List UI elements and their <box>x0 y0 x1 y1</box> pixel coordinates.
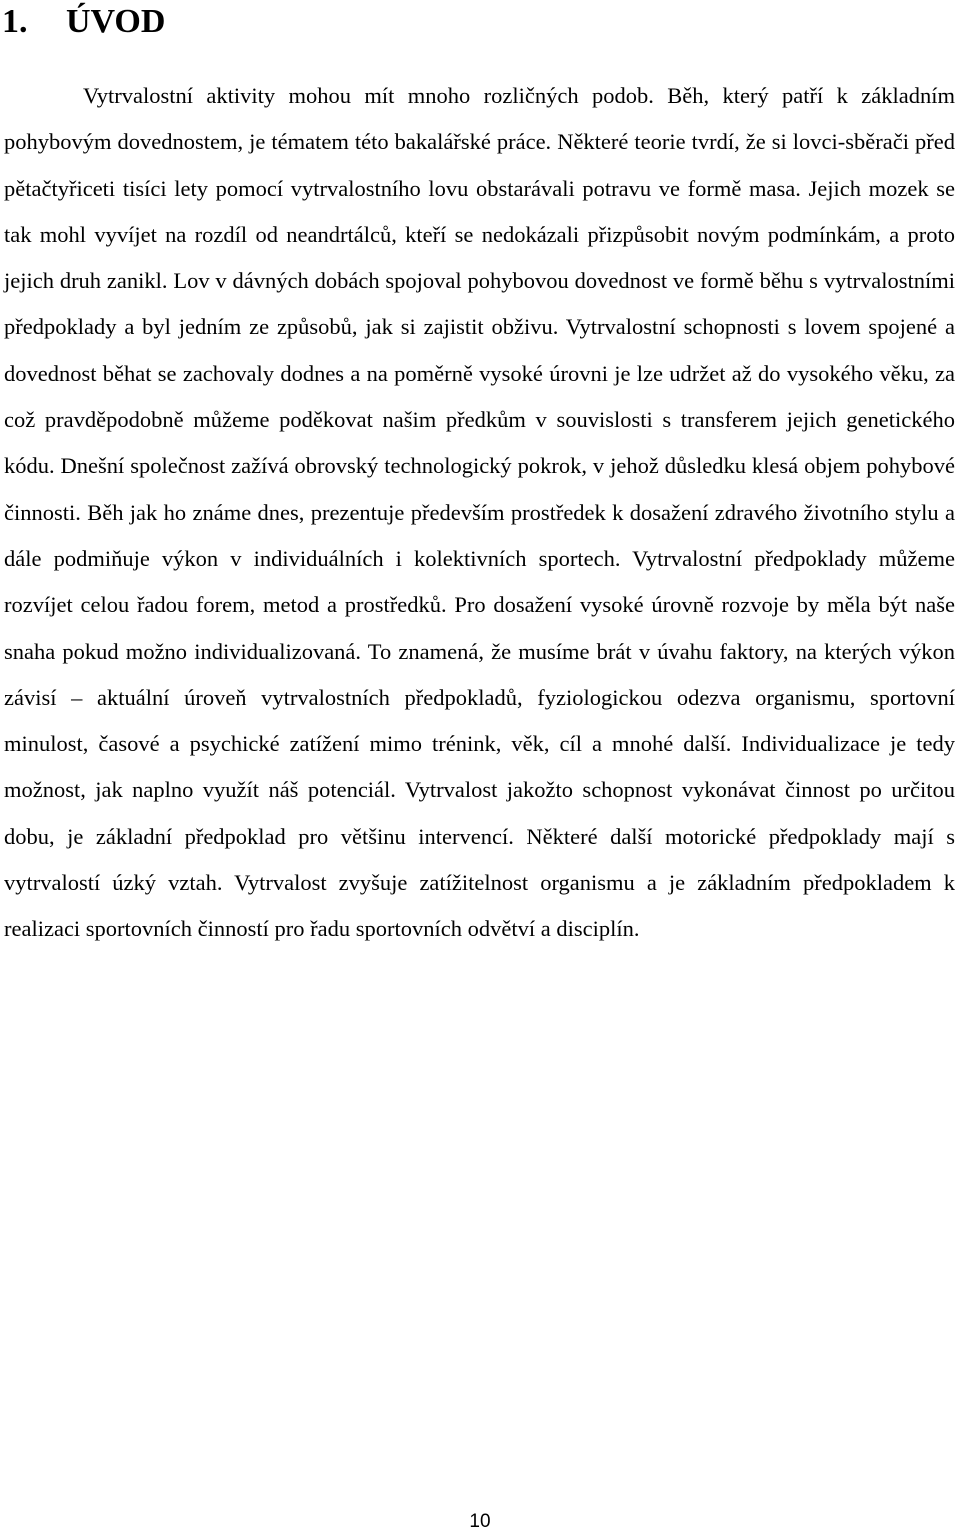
chapter-heading <box>2 0 165 44</box>
chapter-number: 1. <box>2 3 28 40</box>
body-paragraph: Vytrvalostní aktivity mohou mít mnoho rozličných podob. Běh, který patří k základním pohybovým dovednostem, je tématem této bakalářské práce. Některé teorie tvrdí, že si lovci-sběrači před pětačtyřiceti tisíci lety pomocí vytrvalostního lovu obstarávali potravu ve formě masa. Jejich mozek se tak mohl vyvíjet na rozdíl od neandrtálců, kteří se nedokázali přizpůsobit novým podmínkám, a proto jejich druh zanikl. Lov v dávných dobách spojoval pohybovou dovednost ve formě běhu s vytrvalostními předpoklady a byl jedním ze způsobů, jak si zajistit obživu. Vytrvalostní schopnosti s lovem spojené a dovednost běhat se zachovaly dodnes a na poměrně vysoké úrovni je lze udržet až do vysokého věku, za což pravděpodobně můžeme poděkovat našim předkům v souvislosti s transferem jejich genetického kódu. Dnešní společnost zažívá obrovský technologický pokrok, v jehož důsledku klesá objem pohybové činnosti. Běh jak ho známe dnes, prezentuje především prostředek k dosažení zdravého životního stylu a dále podmiňuje výkon v individuálních i kolektivních sportech. Vytrvalostní předpoklady můžeme rozvíjet celou řadou forem, metod a prostředků. Pro dosažení vysoké úrovně rozvoje by měla být naše snaha pokud možno individualizovaná. To znamená, že musíme brát v úvahu faktory, na kterých výkon závisí – aktuální úroveň vytrvalostních předpokladů, fyziologickou odezva organismu, sportovní minulost, časové a psychické zatížení mimo trénink, věk, cíl a mnohé další. Individualizace je tedy možnost, jak naplno využít náš potenciál. Vytrvalost jakožto schopnost vykonávat činnost po určitou dobu, je základní předpoklad pro většinu intervencí. Některé další motorické předpoklady mají s vytrvalostí úzký vztah. Vytrvalost zvyšuje zatížitelnost organismu a je základním předpokladem k realizaci sportovních činností pro řadu sportovních odvětví a disciplín. <box>4 83 955 942</box>
chapter-title: ÚVOD <box>66 3 166 40</box>
page-number: 10 <box>469 1511 491 1532</box>
